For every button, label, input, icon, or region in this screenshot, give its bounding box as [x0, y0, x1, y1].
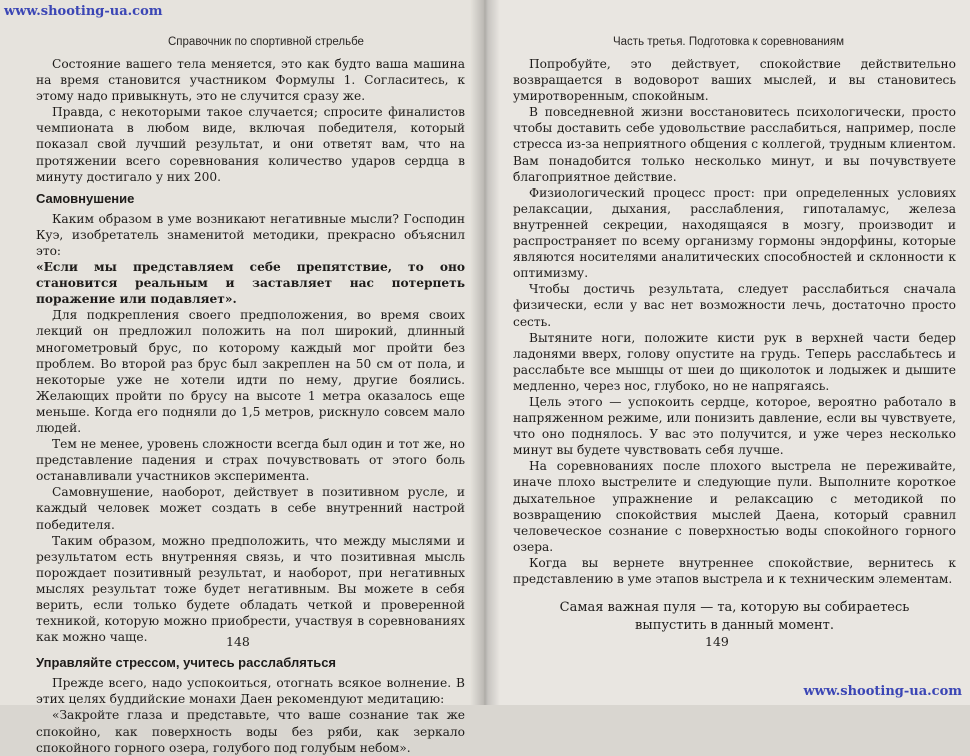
running-head-left: Справочник по спортивной стрельбе: [168, 36, 364, 48]
paragraph: Физиологический процесс прост: при определенных условиях релаксации, дыхания, расслабления, гипоталамус, железа внутренней секреции, находящаяся в мозгу, производит и распространяет по всему организму гормоны эндорфины, которые являются носителями аналитических способностей и склонности к оптимизму.: [513, 185, 956, 281]
paragraph: Попробуйте, это действует, спокойствие действительно возвращается в водоворот ваших мыслей, и вы становитесь умиротворенным, спокойным.: [513, 57, 956, 104]
paragraph: На соревнованиях после плохого выстрела не переживайте, иначе плохо выстрелите и следующие пули. Выполните короткое дыхательное упражнение и релаксацию с методикой по возвращению спокойствия мыслей Даена, который сравнил человеческое сознание с поверхностью воды спокойного горного озера.: [513, 459, 956, 554]
highlighted-quote: [513, 599, 956, 635]
paragraph: «Закройте глаза и представьте, что ваше сознание так же спокойно, как поверхность воды без ряби, как зеркало спокойного горного озера, голубого под голубым небом».: [36, 708, 465, 755]
paragraph: В повседневной жизни восстановитесь психологически, просто чтобы доставить себе удовольствие расслабиться, например, после стресса из-за неприятного общения с коллегой, трудным клиентом. Вам понадобится только несколько минут, и вы почувствуете благоприятное действие.: [513, 105, 956, 184]
page-number-left: 148: [226, 634, 250, 649]
left-page: [0, 0, 485, 755]
page-number-right: 149: [705, 634, 729, 649]
paragraph: Чтобы достичь результата, следует расслабиться сначала физически, если у вас нет возможности лечь, достаточно просто сесть.: [513, 282, 956, 329]
paragraph: Когда вы вернете внутреннее спокойствие, вернитесь к представлению в уме этапов выстрела и к техническим элементам.: [513, 555, 956, 586]
paragraph: Для подкрепления своего предположения, во время своих лекций он предложил положить на пол широкий, длинный многометровый брус, по которому каждый мог пройти без проблем. Во второй раз брус был закреплен на 50 см от пола, и некоторые уже не хотели идти по нему, другие боялись. Желающих пройти по брусу на высоте 1 метра оказалось еще меньше. Когда его подняли до 1,5 метров, рискнуло совсем мало людей.: [36, 308, 465, 435]
quote-line-2: выпустить в данный момент.: [635, 618, 834, 634]
running-head-right: Часть третья. Подготовка к соревнованиям: [613, 36, 844, 48]
paragraph: Цель этого — успокоить сердце, которое, вероятно работало в напряженном режиме, или понизить давление, если вы чувствуете, что оно поднялось. У вас это получится, и уже через несколько минут вы будете чувствовать себя лучше.: [513, 394, 956, 458]
paragraph: Вытяните ноги, положите кисти рук в верхней части бедер ладонями вверх, голову опустите на грудь. Теперь расслабьтесь и расслабьте все мышцы от шеи до щиколоток и лодыжек и дышите медленно, через нос, глубоко, но не напрягаясь.: [513, 330, 956, 393]
paragraph: Таким образом, можно предположить, что между мыслями и результатом есть внутренняя связь, и что позитивная мысль порождает позитивный результат, и наоборот, при негативных мыслях результат тоже будет негативным. Вы можете в себя верить, если только будете обладать четкой и проверенной техникой, которую можно приобрести, участвуя в соревнованиях как можно чаще.: [36, 533, 465, 645]
watermark-top: www.shooting-ua.com: [4, 4, 163, 19]
section-heading-stress: Управляйте стрессом, учитесь расслабляться: [36, 655, 337, 671]
quote-line-1: Самая важная пуля — та, которую вы собираетесь: [559, 600, 910, 616]
paragraph: Состояние вашего тела меняется, это как будто ваша машина на время становится участником Формулы 1. Согласитесь, к этому надо привыкнуть, это не случится сразу же.: [36, 57, 465, 104]
paragraph: Тем не менее, уровень сложности всегда был один и тот же, но представление падения и страх почувствовать от этого боль останавливали участников эксперимента.: [36, 437, 465, 484]
paragraph: Каким образом в уме возникают негативные мысли? Господин Куэ, изобретатель знаменитой методики, прекрасно объяснил это:: [36, 211, 465, 258]
right-page: [485, 0, 970, 705]
paragraph: Правда, с некоторыми такое случается; спросите финалистов чемпионата в любом виде, включая победителя, который показал свой лучший результат, и они ответят вам, что на протяжении всего соревнования количество ударов сердца в минуту достигало у них 200.: [36, 105, 465, 184]
section-heading-autosuggestion: Самовнушение: [36, 190, 135, 206]
paragraph: Прежде всего, надо успокоиться, отогнать всякое волнение. В этих целях буддийские монахи Даен рекомендуют медитацию:: [36, 676, 465, 707]
bold-quote: «Если мы представляем себе препятствие, то оно становится реальным и заставляет нас потерпеть поражение или подавляет».: [36, 260, 465, 307]
watermark-bottom: www.shooting-ua.com: [803, 684, 962, 699]
paragraph: Самовнушение, наоборот, действует в позитивном русле, и каждый человек может создать в себе внутренний настрой победителя.: [36, 485, 465, 532]
